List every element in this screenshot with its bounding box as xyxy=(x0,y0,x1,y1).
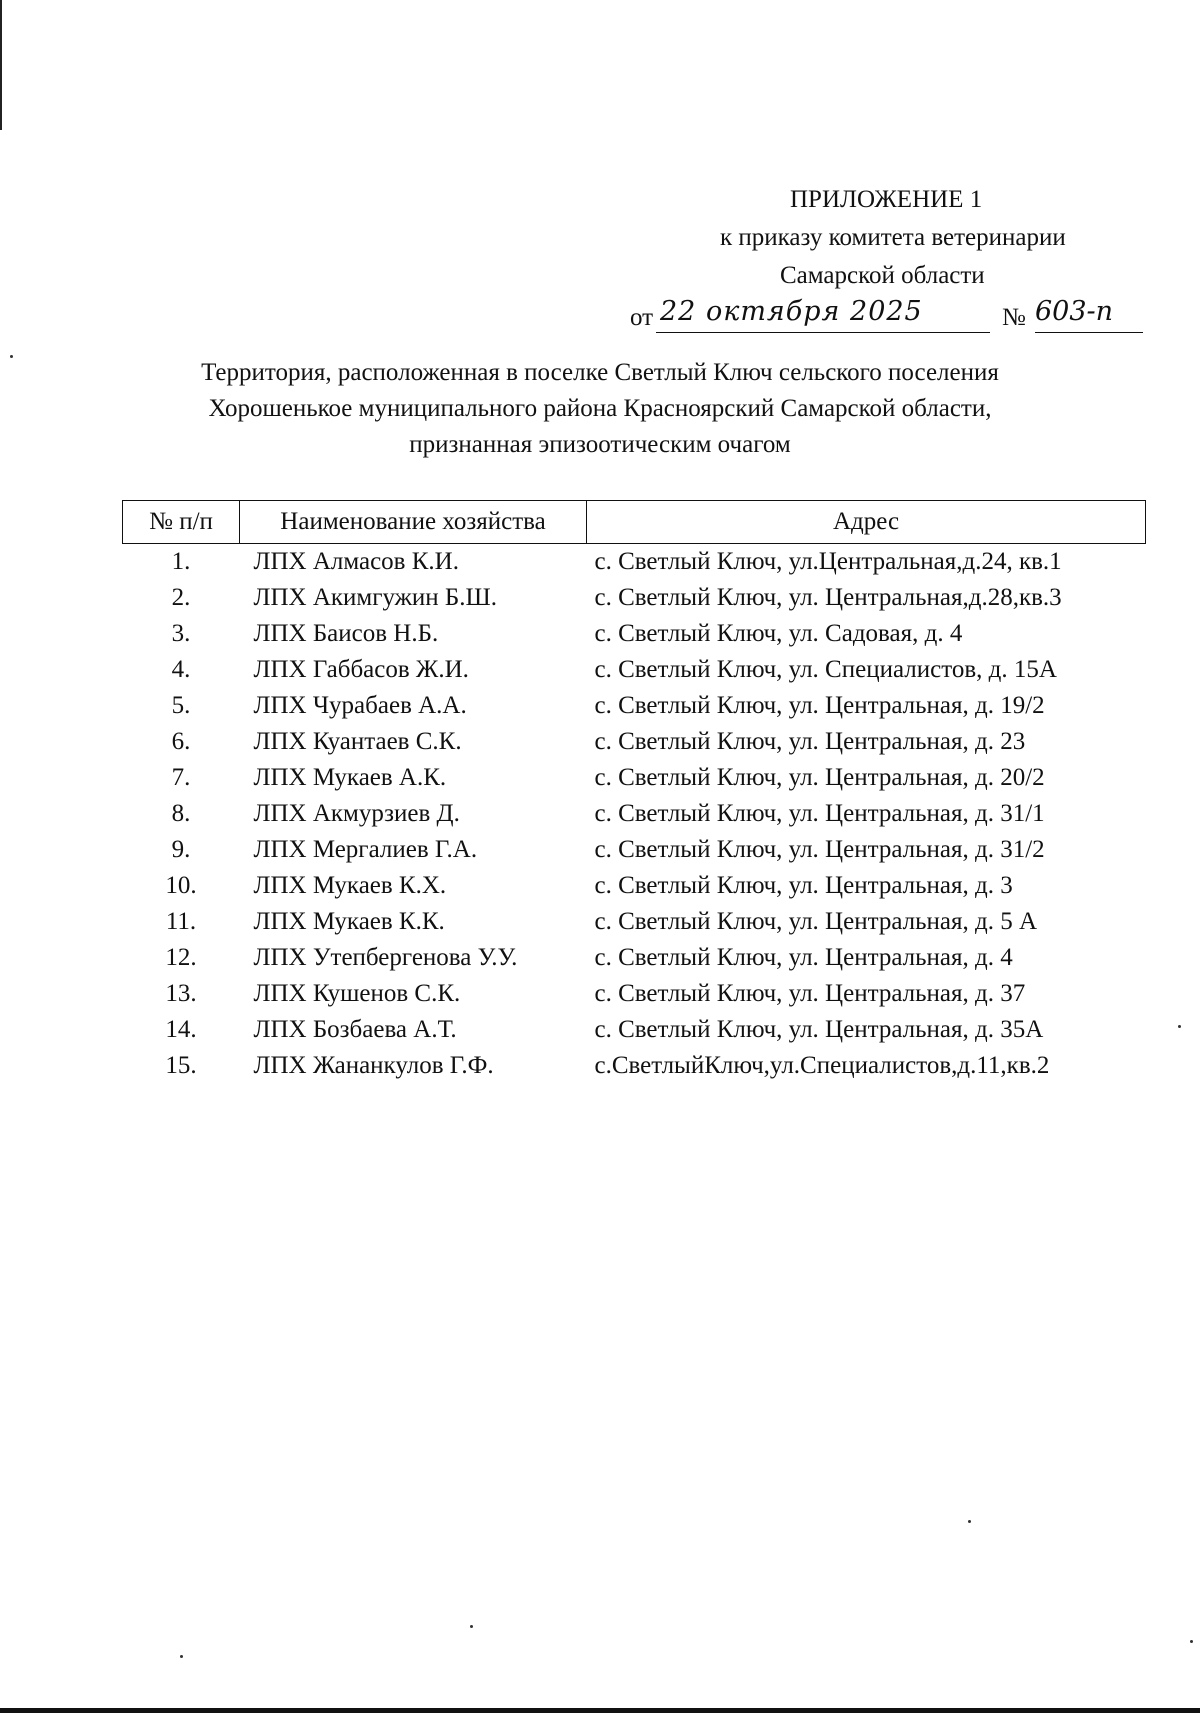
farm-address: с. Светлый Ключ, ул. Центральная, д. 23 xyxy=(594,728,1026,755)
scan-speck xyxy=(10,355,13,358)
farm-address: с. Светлый Ключ, ул. Центральная,д.28,кв.3 xyxy=(594,584,1062,611)
table-row xyxy=(123,1012,1146,1048)
farm-name: ЛПХ Алмасов К.И. xyxy=(253,548,459,575)
farm-address: с. Светлый Ключ, ул. Садовая, д. 4 xyxy=(594,620,963,647)
farm-address: с. Светлый Ключ, ул. Центральная, д. 3 xyxy=(594,872,1013,899)
farm-address: с. Светлый Ключ, ул. Центральная, д. 20/2 xyxy=(594,764,1045,791)
heading-line: Хорошенькое муниципального района Красноярский Самарской области, xyxy=(208,395,992,422)
table-header-row xyxy=(123,501,1146,544)
table-row xyxy=(123,976,1146,1012)
farm-name: ЛПХ Бозбаева А.Т. xyxy=(253,1016,457,1043)
farm-address: с.СветлыйКлюч,ул.Специалистов,д.11,кв.2 xyxy=(594,1052,1050,1079)
farm-address: с. Светлый Ключ, ул. Специалистов, д. 15А xyxy=(594,656,1057,683)
table-row xyxy=(123,760,1146,796)
order-date-handwritten: 22 октября 2025 xyxy=(656,292,990,333)
farm-name: ЛПХ Утепбергенова У.У. xyxy=(253,944,518,971)
table-row xyxy=(123,544,1146,581)
table-row xyxy=(123,796,1146,832)
table-row xyxy=(123,904,1146,940)
farm-address: с. Светлый Ключ, ул. Центральная, д. 31/1 xyxy=(594,800,1045,827)
row-number: 13. xyxy=(165,980,197,1007)
scan-edge-artifact xyxy=(0,0,2,130)
scan-speck xyxy=(1178,1025,1181,1028)
farm-name: ЛПХ Баисов Н.Б. xyxy=(253,620,439,647)
farm-address: с. Светлый Ключ, ул. Центральная, д. 35А xyxy=(594,1016,1044,1043)
number-prefix: № xyxy=(1002,304,1026,331)
farm-address: с. Светлый Ключ, ул. Центральная, д. 37 xyxy=(594,980,1026,1007)
row-number: 6. xyxy=(171,728,191,755)
row-number: 11. xyxy=(165,908,197,935)
farm-name: ЛПХ Габбасов Ж.И. xyxy=(253,656,469,683)
order-number-handwritten: 603-п xyxy=(1035,292,1143,333)
table-row xyxy=(123,868,1146,904)
scan-speck xyxy=(470,1625,473,1628)
row-number: 3. xyxy=(171,620,191,647)
farm-address: с. Светлый Ключ, ул. Центральная, д. 5 А xyxy=(594,908,1038,935)
row-number: 2. xyxy=(171,584,191,611)
appendix-order-ref: к приказу комитета ветеринарии xyxy=(720,224,1066,251)
row-number: 1. xyxy=(171,548,191,575)
table-row xyxy=(123,652,1146,688)
scan-speck xyxy=(180,1655,183,1658)
farm-name: ЛПХ Кушенов С.К. xyxy=(253,980,461,1007)
farm-name: ЛПХ Мукаев К.Х. xyxy=(253,872,447,899)
heading-line: Территория, расположенная в поселке Светлый Ключ сельского поселения xyxy=(201,359,999,386)
document-heading xyxy=(100,355,1100,463)
table-row xyxy=(123,688,1146,724)
farm-address: с. Светлый Ключ, ул. Центральная, д. 31/2 xyxy=(594,836,1045,863)
farm-address: с. Светлый Ключ, ул.Центральная,д.24, кв.1 xyxy=(594,548,1062,575)
farms-table-wrapper xyxy=(122,500,1146,1084)
row-number: 7. xyxy=(171,764,191,791)
table-row xyxy=(123,724,1146,760)
row-number: 15. xyxy=(165,1052,197,1079)
table-body xyxy=(123,544,1146,1085)
table-row xyxy=(123,580,1146,616)
table-row xyxy=(123,1048,1146,1084)
scan-edge-artifact xyxy=(0,1708,1200,1713)
farm-name: ЛПХ Мергалиев Г.А. xyxy=(253,836,478,863)
table-row xyxy=(123,940,1146,976)
farm-name: ЛПХ Акимгужин Б.Ш. xyxy=(253,584,497,611)
row-number: 12. xyxy=(165,944,197,971)
farm-name: ЛПХ Куантаев С.К. xyxy=(253,728,462,755)
row-number: 9. xyxy=(171,836,191,863)
order-date-number-line xyxy=(630,292,1130,336)
header-farm-name: Наименование хозяйства xyxy=(240,501,587,544)
header-address: Адрес xyxy=(587,501,1146,544)
farm-address: с. Светлый Ключ, ул. Центральная, д. 4 xyxy=(594,944,1013,971)
row-number: 5. xyxy=(171,692,191,719)
farm-name: ЛПХ Акмурзиев Д. xyxy=(253,800,460,827)
row-number: 10. xyxy=(165,872,197,899)
table-row xyxy=(123,832,1146,868)
scan-speck xyxy=(968,1520,971,1523)
appendix-title: ПРИЛОЖЕНИЕ 1 xyxy=(790,186,983,213)
farm-name: ЛПХ Чурабаев А.А. xyxy=(253,692,467,719)
table-row xyxy=(123,616,1146,652)
farms-table xyxy=(122,500,1146,1084)
row-number: 4. xyxy=(171,656,191,683)
farm-name: ЛПХ Жананкулов Г.Ф. xyxy=(253,1052,494,1079)
row-number: 14. xyxy=(165,1016,197,1043)
appendix-region: Самарской области xyxy=(780,262,985,289)
scan-speck xyxy=(1190,1640,1193,1643)
farm-name: ЛПХ Мукаев А.К. xyxy=(253,764,447,791)
date-prefix: от xyxy=(630,304,654,331)
farm-name: ЛПХ Мукаев К.К. xyxy=(253,908,445,935)
heading-line: признанная эпизоотическим очагом xyxy=(409,431,791,458)
header-number: № п/п xyxy=(123,501,240,544)
row-number: 8. xyxy=(171,800,191,827)
farm-address: с. Светлый Ключ, ул. Центральная, д. 19/2 xyxy=(594,692,1045,719)
